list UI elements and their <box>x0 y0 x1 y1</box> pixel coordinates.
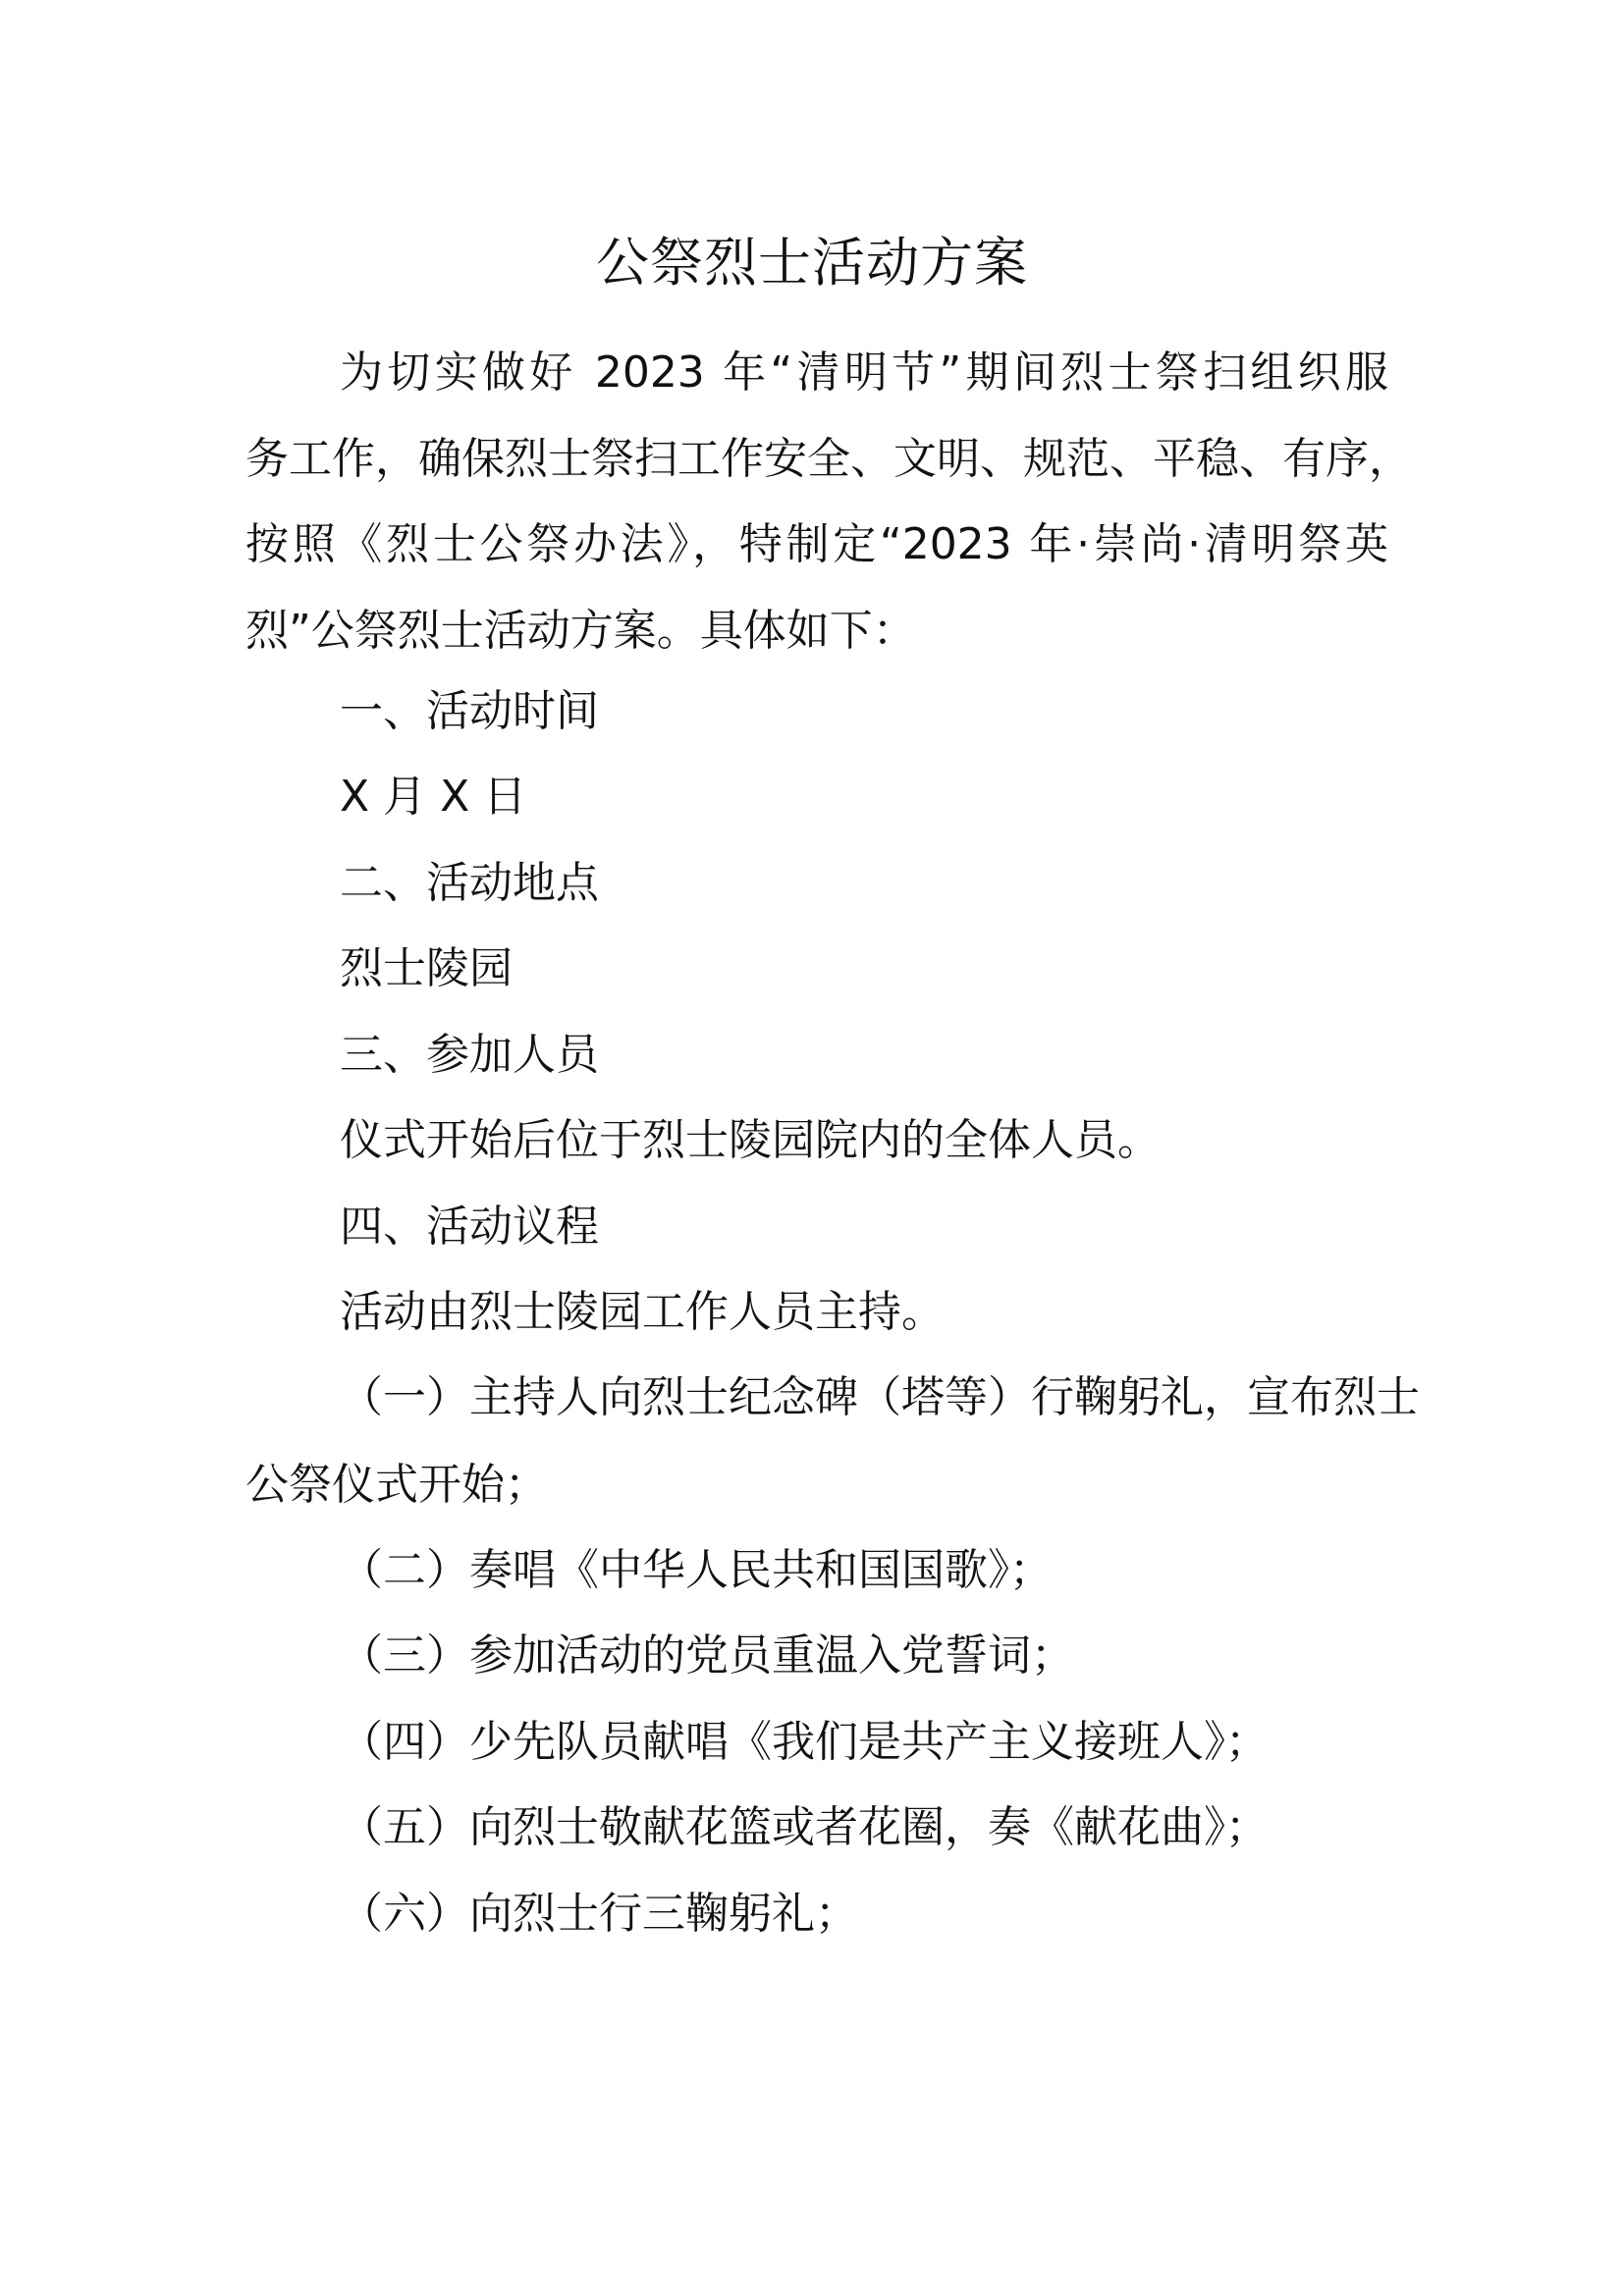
section-heading-agenda: 四、活动议程 <box>340 1201 599 1252</box>
intro-line-4: 烈”公祭烈士活动方案。具体如下： <box>245 605 916 656</box>
section-content-participants: 仪式开始后位于烈士陵园院内的全体人员。 <box>340 1115 1161 1165</box>
section-content-time: X 月 X 日 <box>340 772 527 822</box>
agenda-item-5: （五）向烈士敬献花篮或者花圈，奏《献花曲》； <box>340 1802 1269 1852</box>
intro-line-2: 务工作，确保烈士祭扫工作安全、文明、规范、平稳、有序， <box>245 433 1412 484</box>
section-content-location: 烈士陵园 <box>340 943 513 993</box>
agenda-item-6: （六）向烈士行三鞠躬礼； <box>340 1889 858 1939</box>
agenda-item-4: （四）少先队员献唱《我们是共产主义接班人》； <box>340 1717 1269 1767</box>
agenda-item-1-line-2: 公祭仪式开始； <box>245 1460 548 1510</box>
intro-line-3: 按照《烈士公祭办法》，特制定“2023 年·崇尚·清明祭英 <box>245 519 1388 569</box>
agenda-item-1-line-1: （一）主持人向烈士纪念碑（塔等）行鞠躬礼，宣布烈士 <box>340 1372 1420 1422</box>
document-title: 公祭烈士活动方案 <box>596 232 1028 294</box>
section-heading-time: 一、活动时间 <box>340 686 599 736</box>
intro-paragraph <box>245 330 1412 673</box>
agenda-item-2: （二）奏唱《中华人民共和国国歌》； <box>340 1545 1053 1595</box>
section-content-agenda: 活动由烈士陵园工作人员主持。 <box>340 1287 945 1337</box>
section-heading-location: 二、活动地点 <box>340 858 599 908</box>
intro-line-1: 为切实做好 2023 年“清明节”期间烈士祭扫组织服 <box>340 347 1388 398</box>
section-heading-participants: 三、参加人员 <box>340 1030 599 1080</box>
agenda-item-3: （三）参加活动的党员重温入党誓词； <box>340 1630 1074 1681</box>
